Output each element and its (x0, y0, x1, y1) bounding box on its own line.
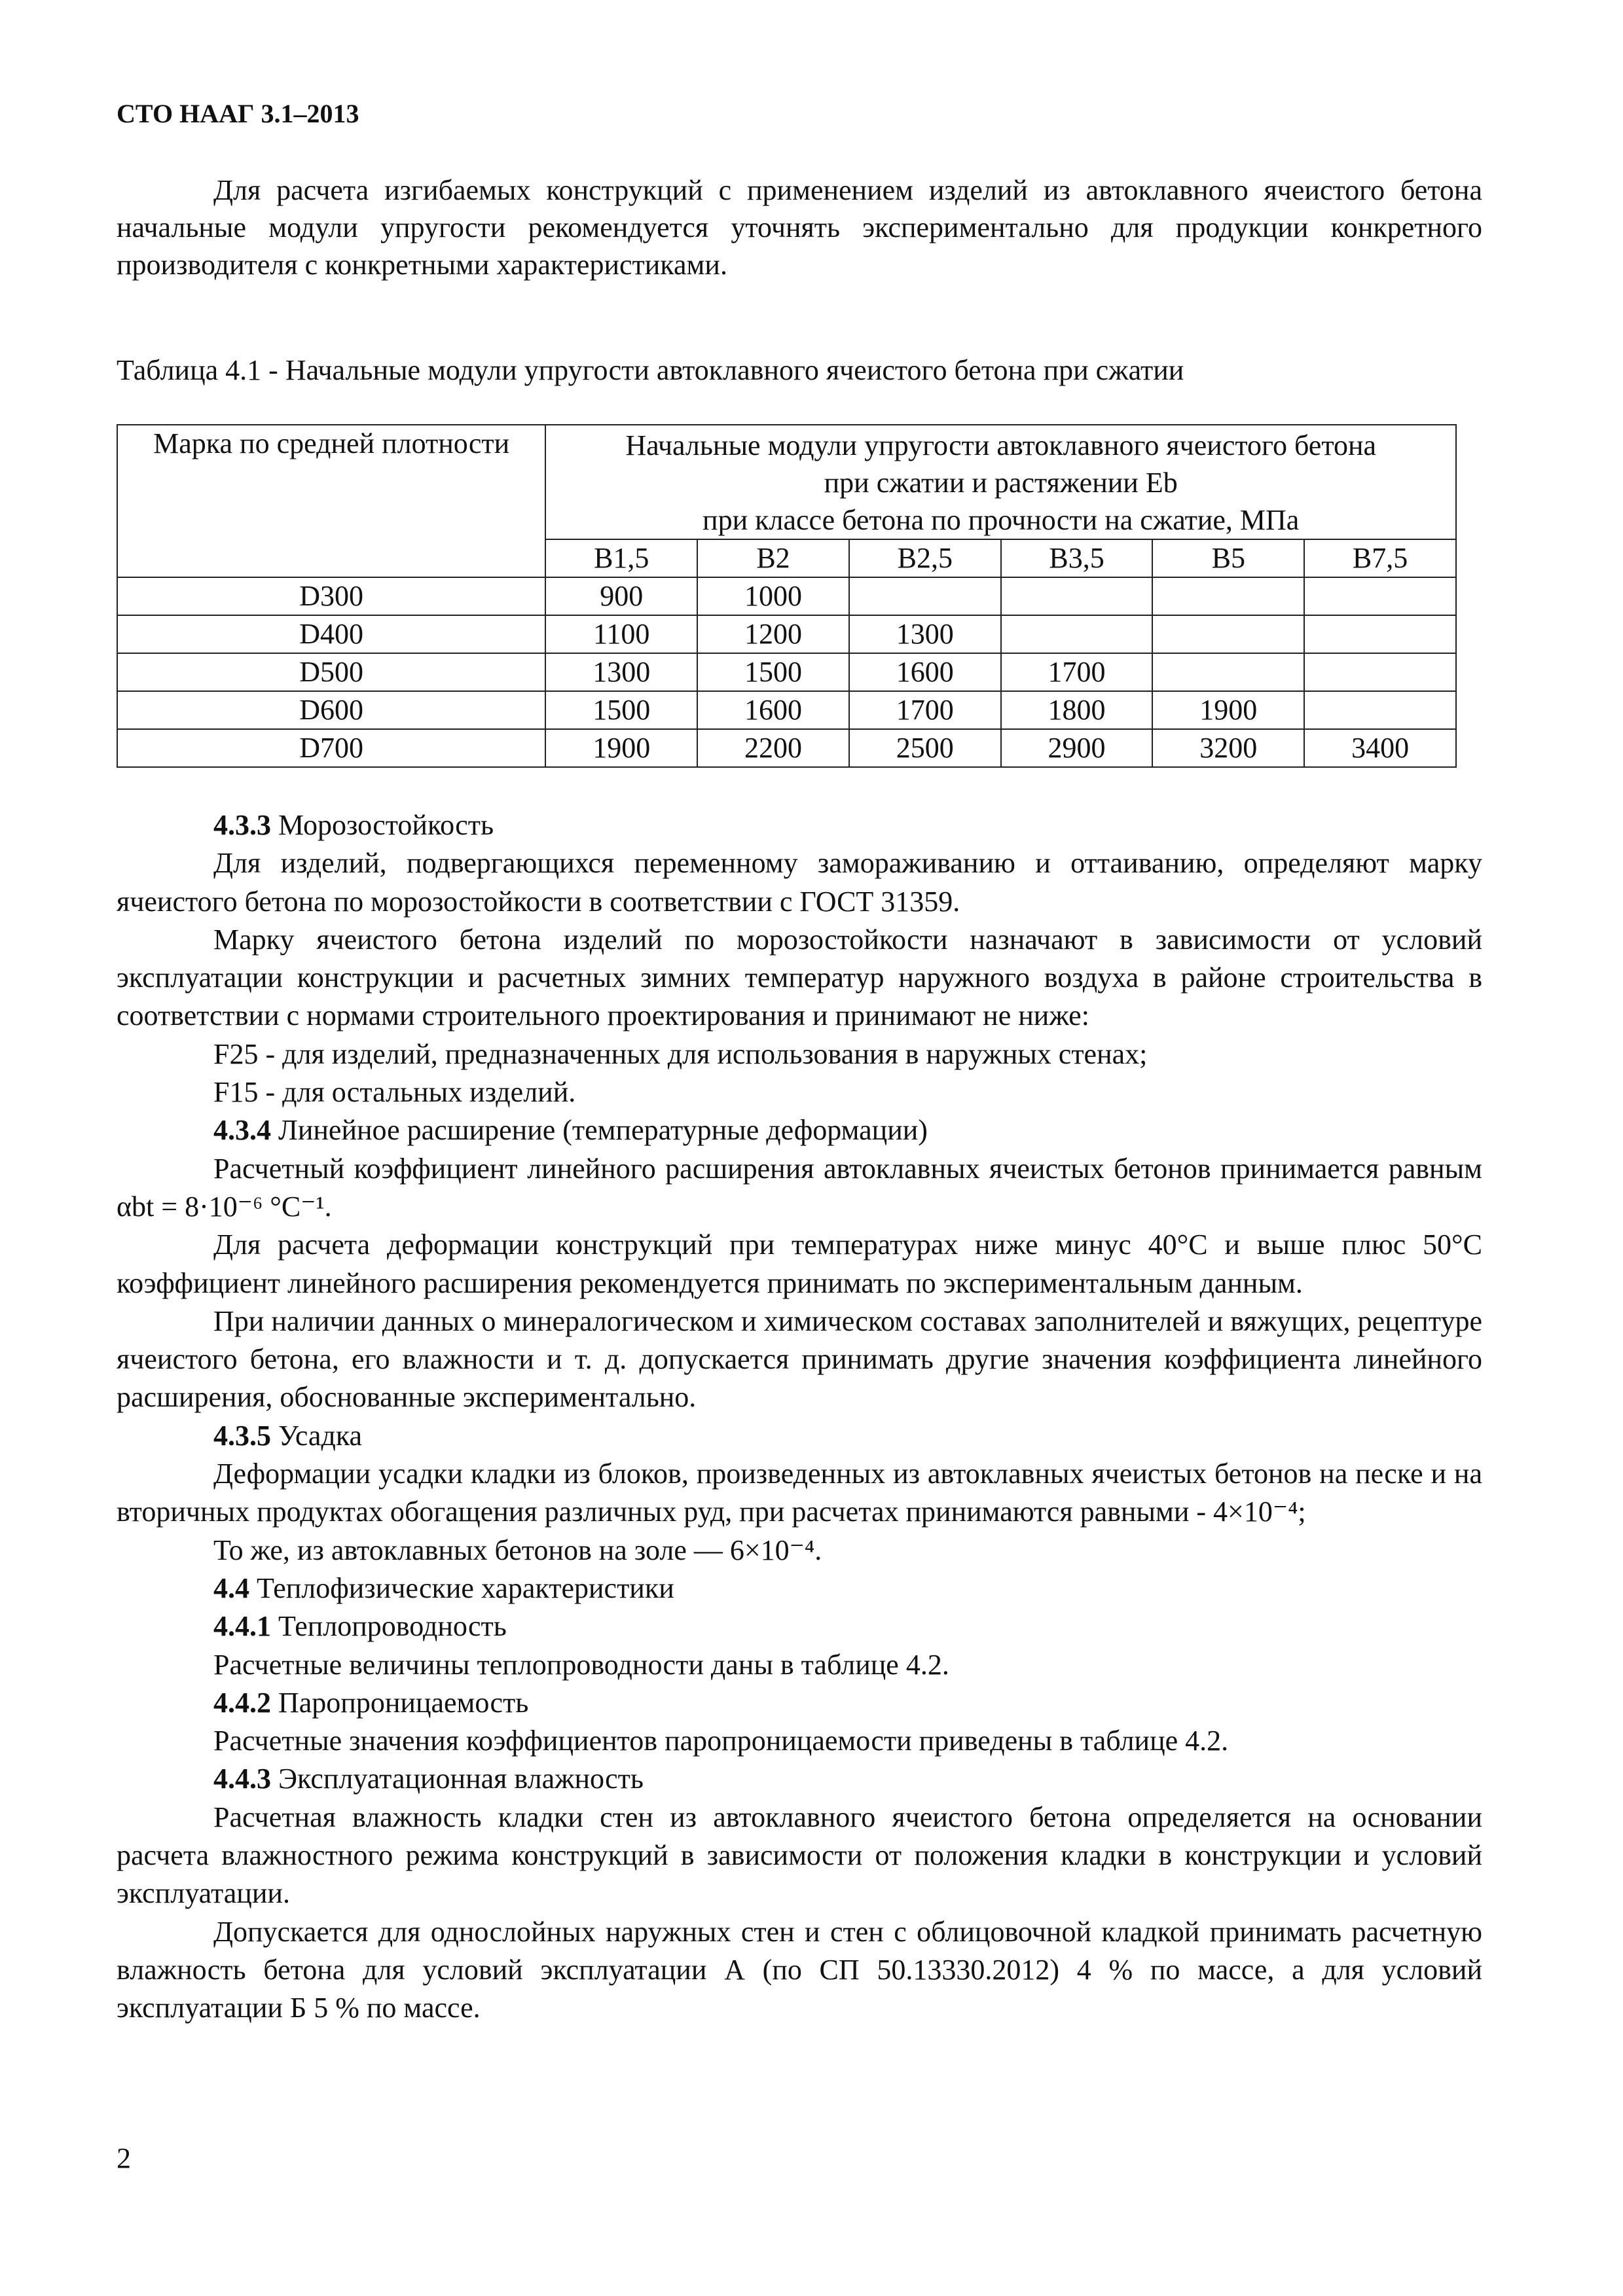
table-cell: 1500 (545, 691, 697, 729)
section-title: Теплопроводность (271, 1610, 507, 1643)
table-row (117, 729, 1456, 767)
intro-text: Для расчета изгибаемых конструкций с применением изделий из автоклавного ячеистого бетона начальные модули упругости рекомендуется уточнять экспериментально для продукции конкретного производителя с конкретными характеристиками. (117, 174, 1482, 281)
section-number: 4.4.3 (213, 1763, 271, 1795)
section-heading-4-3-5 (117, 1417, 1482, 1455)
section-title: Теплофизические характеристики (249, 1571, 674, 1604)
table-cell (1152, 615, 1304, 653)
section-number: 4.4.1 (213, 1610, 271, 1643)
class-header: B2,5 (849, 539, 1001, 577)
table-cell: 3200 (1152, 729, 1304, 767)
section-number: 4.4 (213, 1571, 249, 1604)
table-cell: 3400 (1304, 729, 1456, 767)
table-cell (849, 577, 1001, 615)
paragraph: Расчетные величины теплопроводности даны в таблице 4.2. (213, 1648, 949, 1681)
section-number: 4.4.2 (213, 1686, 271, 1719)
table-cell (1152, 577, 1304, 615)
section-heading-4-3-4 (117, 1111, 1482, 1149)
section-heading-4-3-3 (117, 806, 1482, 844)
section-title: Паропроницаемость (271, 1686, 529, 1719)
paragraph: Расчетная влажность кладки стен из автоклавного ячеистого бетона определяется на основании расчета влажностного режима конструкций в зависимости от положения кладки в конструкции и условий эксплуатации. (117, 1801, 1482, 1910)
table-cell: 1000 (697, 577, 849, 615)
section-heading-4-4 (117, 1570, 1482, 1607)
header-line-1: Начальные модули упругости автоклавного ячеистого бетона (625, 429, 1377, 461)
table-cell (1304, 691, 1456, 729)
table-cell: 1600 (849, 653, 1001, 691)
table-cell: 1900 (1152, 691, 1304, 729)
row-mark: D500 (117, 653, 545, 691)
col-header-modulus (545, 425, 1456, 539)
paragraph: Для изделий, подвергающихся переменному замораживанию и оттаиванию, определяют марку ячеистого бетона по морозостойкости в соответствии с ГОСТ 31359. (117, 847, 1482, 918)
table-cell (1001, 615, 1153, 653)
table-cell: 1200 (697, 615, 849, 653)
table-cell: 1600 (697, 691, 849, 729)
section-number: 4.3.4 (213, 1114, 271, 1147)
class-header: B7,5 (1304, 539, 1456, 577)
section-heading-4-4-3 (117, 1760, 1482, 1798)
paragraph: Допускается для однослойных наружных стен и стен с облицовочной кладкой принимать расчетную влажность бетона для условий эксплуатации А (по СП 50.13330.2012) 4 % по массе, а для условий эксплуатации Б 5 % по массе. (117, 1915, 1482, 2024)
table-cell: 900 (545, 577, 697, 615)
paragraph: Для расчета деформации конструкций при температурах ниже минус 40°С и выше плюс 50°С коэффициент линейного расширения рекомендуется принимать по экспериментальным данным. (117, 1229, 1482, 1299)
row-mark: D600 (117, 691, 545, 729)
section-heading-4-4-2 (117, 1684, 1482, 1722)
section-title: Усадка (271, 1419, 363, 1452)
section-number: 4.3.3 (213, 809, 271, 841)
col-header-mark: Марка по средней плотности (117, 425, 545, 577)
section-title: Линейное расширение (температурные деформации) (271, 1114, 928, 1147)
section-title: Эксплуатационная влажность (271, 1763, 644, 1795)
class-header: B1,5 (545, 539, 697, 577)
table-row (117, 615, 1456, 653)
header-line-2: при сжатии и растяжении Eb (824, 467, 1178, 499)
table-caption: Таблица 4.1 - Начальные модули упругости автоклавного ячеистого бетона при сжатии (117, 354, 1184, 386)
table-cell: 2900 (1001, 729, 1153, 767)
header-line-3: при классе бетона по прочности на сжатие, МПа (702, 504, 1300, 536)
table-cell: 1500 (697, 653, 849, 691)
table-cell (1304, 653, 1456, 691)
page-number: 2 (117, 2142, 131, 2174)
document-body (117, 806, 1482, 2028)
table-cell: 1100 (545, 615, 697, 653)
section-heading-4-4-1 (117, 1607, 1482, 1645)
row-mark: D700 (117, 729, 545, 767)
document-code-header: СТО НААГ 3.1–2013 (117, 99, 359, 128)
paragraph: Марку ячеистого бетона изделий по морозостойкости назначают в зависимости от условий эксплуатации конструкции и расчетных зимних температур наружного воздуха в районе строительства в соответствии с нормами строительного проектирования и принимают не ниже: (117, 923, 1482, 1032)
class-header: B2 (697, 539, 849, 577)
table-cell: 1700 (849, 691, 1001, 729)
row-mark: D400 (117, 615, 545, 653)
table-header-row (117, 425, 1456, 539)
table-cell: 1300 (545, 653, 697, 691)
modulus-table (117, 424, 1457, 768)
table-cell: 1300 (849, 615, 1001, 653)
table-cell (1001, 577, 1153, 615)
table-row (117, 691, 1456, 729)
paragraph: При наличии данных о минералогическом и химическом составах заполнителей и вяжущих, рецептуре ячеистого бетона, его влажности и т. д. допускается принимать другие значения коэффициента линейного расширения, обоснованные экспериментально. (117, 1304, 1482, 1414)
table-cell: 1700 (1001, 653, 1153, 691)
table-cell (1304, 577, 1456, 615)
table-row (117, 577, 1456, 615)
table-cell: 2200 (697, 729, 849, 767)
paragraph: То же, из автоклавных бетонов на золе — 6×10⁻⁴. (213, 1534, 822, 1566)
intro-paragraph (117, 171, 1482, 283)
table-cell (1152, 653, 1304, 691)
table-row (117, 653, 1456, 691)
class-header: B3,5 (1001, 539, 1153, 577)
paragraph: Расчетный коэффициент линейного расширения автоклавных ячеистых бетонов принимается равным αbt = 8·10⁻⁶ °С⁻¹. (117, 1152, 1482, 1223)
paragraph: Деформации усадки кладки из блоков, произведенных из автоклавных ячеистых бетонов на песке и на вторичных продуктах обогащения различных руд, при расчетах принимаются равными - 4×10⁻⁴; (117, 1458, 1482, 1528)
class-header: B5 (1152, 539, 1304, 577)
table-cell: 1800 (1001, 691, 1153, 729)
list-item: F15 - для остальных изделий. (213, 1076, 576, 1109)
table-cell: 2500 (849, 729, 1001, 767)
row-mark: D300 (117, 577, 545, 615)
list-item: F25 - для изделий, предназначенных для использования в наружных стенах; (213, 1037, 1148, 1070)
table-cell (1304, 615, 1456, 653)
section-number: 4.3.5 (213, 1419, 271, 1452)
paragraph: Расчетные значения коэффициентов паропроницаемости приведены в таблице 4.2. (213, 1725, 1229, 1757)
section-title: Морозостойкость (271, 809, 494, 841)
table-cell: 1900 (545, 729, 697, 767)
